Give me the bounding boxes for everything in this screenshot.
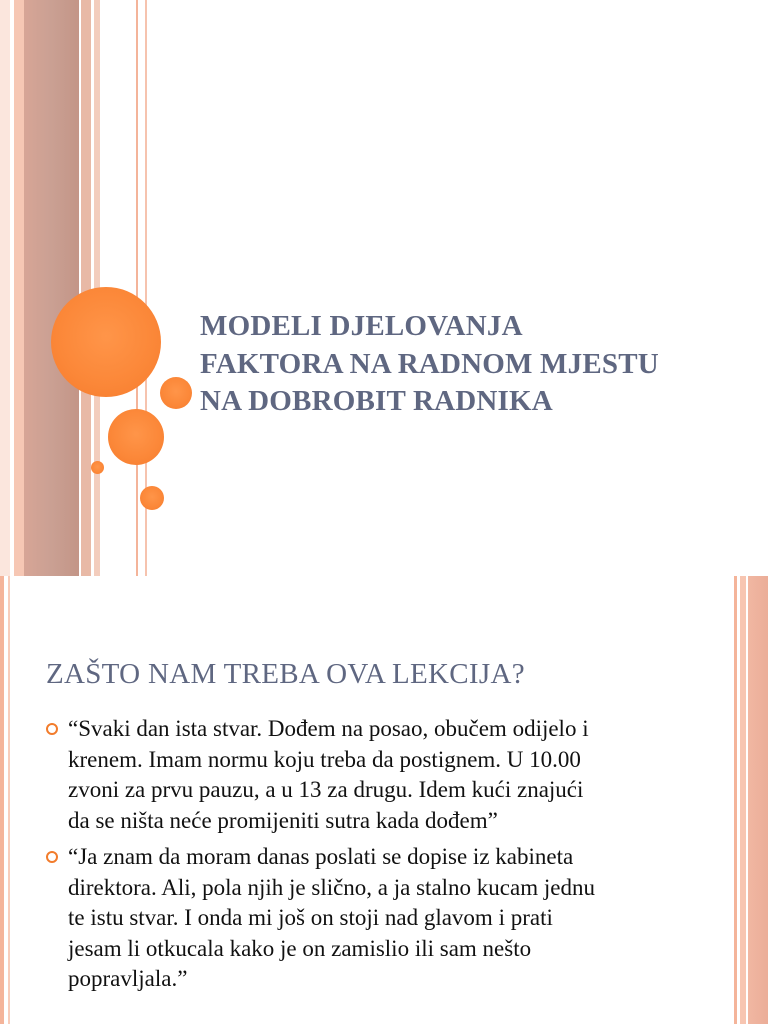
decorative-stripe xyxy=(24,0,79,576)
decorative-circle xyxy=(91,461,104,474)
decorative-stripe xyxy=(81,0,91,576)
bullet-text: “Svaki dan ista stvar. Dođem na posao, obučem odijelo i krenem. Imam normu koju treba da postignem. U 10.00 zvoni za prvu pauzu, a u 13 za drugu. Idem kući znajući da se ništa neće promijeniti sutra kada dođem” xyxy=(68,716,589,833)
bullet-circle-icon xyxy=(46,851,58,863)
decorative-circle xyxy=(140,486,164,510)
slide-title xyxy=(200,308,760,421)
decorative-stripe xyxy=(136,0,138,576)
bullet-text: “Ja znam da moram danas poslati se dopise iz kabineta direktora. Ali, pola njih je slično, a ja stalno kucam jednu te istu stvar. I onda mi još on stoji nad glavom i prati jesam li otkucala kako je on zamislio ili sam nešto popravljala.” xyxy=(68,844,595,991)
decorative-stripe xyxy=(734,576,737,1024)
decorative-circle xyxy=(160,377,192,409)
content-slide xyxy=(0,576,768,1024)
decorative-stripe xyxy=(0,0,10,576)
decorative-stripe xyxy=(14,0,24,576)
decorative-stripe xyxy=(740,576,746,1024)
bullet-list xyxy=(46,714,726,1001)
bullet-item xyxy=(46,714,726,836)
slide-title-line: FAKTORA NA RADNOM MJESTU xyxy=(200,347,659,380)
slide-heading: ZAŠTO NAM TREBA OVA LEKCIJA? xyxy=(46,658,525,690)
decorative-stripe xyxy=(748,576,768,1024)
slide-title-line: MODELI DJELOVANJA xyxy=(200,310,523,342)
bullet-item xyxy=(46,842,726,995)
decorative-stripe xyxy=(0,576,4,1024)
bullet-circle-icon xyxy=(46,723,58,735)
decorative-circle xyxy=(108,409,164,465)
decorative-circle xyxy=(51,287,161,397)
slide-title-line: NA DOBROBIT RADNIKA xyxy=(200,385,553,418)
decorative-stripe xyxy=(8,576,10,1024)
